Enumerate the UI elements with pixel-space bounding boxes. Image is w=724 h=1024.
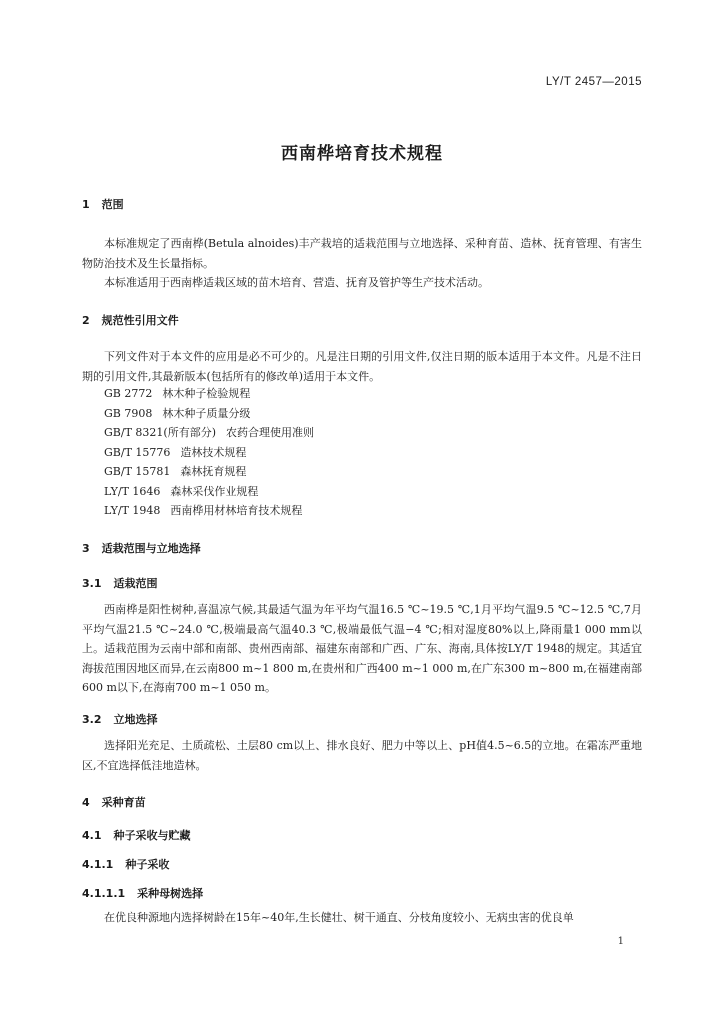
page-title: 西南桦培育技术规程 xyxy=(281,144,443,164)
section-number: 4.1.1.1 xyxy=(82,887,126,900)
section-title: 适栽范围 xyxy=(113,577,158,590)
section-3-heading xyxy=(82,540,201,556)
reference-list xyxy=(104,384,314,521)
section-3-2-heading xyxy=(82,711,158,727)
section-3-2-paragraph-1: 选择阳光充足、土质疏松、土层80 cm以上、排水良好、肥力中等以上、pH值4.5~6.5的立地。在霜冻严重地区,不宜选择低洼地造林。 xyxy=(82,739,642,772)
reference-item: GB/T 15781 森林抚育规程 xyxy=(104,465,247,478)
section-title: 种子采收与贮藏 xyxy=(113,829,191,842)
section-title: 采种母树选择 xyxy=(137,887,204,900)
section-3-1-paragraph-1: 西南桦是阳性树种,喜温凉气候,其最适气温为年平均气温16.5 ℃~19.5 ℃,1月平均气温9.5 ℃~12.5 ℃,7月平均气温21.5 ℃~24.0 ℃,极端最高气温40.3 ℃,极端最低气温−4 ℃;相对湿度80%以上,降雨量1 000 mm以上。适栽范围为云南中部和南部、贵州西南部、福建东南部和广西、广东、海南,具体按LY/T 1948的规定。其适宜海拔范围因地区而异,在云南800 m~1 800 m,在贵州和广西400 m~1 000 m,在广东300 m~800 m,在福建南部600 m以下,在海南700 m~1 050 m。 xyxy=(82,603,642,694)
section-2-paragraph-1: 下列文件对于本文件的应用是必不可少的。凡是注日期的引用文件,仅注日期的版本适用于本文件。凡是不注日期的引用文件,其最新版本(包括所有的修改单)适用于本文件。 xyxy=(82,350,642,383)
section-title: 采种育苗 xyxy=(101,796,146,809)
page-number: 1 xyxy=(617,936,624,947)
section-number: 4.1.1 xyxy=(82,858,114,871)
section-1-heading xyxy=(82,196,124,212)
section-4-1-heading xyxy=(82,827,191,843)
section-number: 3.2 xyxy=(82,713,102,726)
section-title: 种子采收 xyxy=(125,858,170,871)
section-1-paragraph-2: 本标准适用于西南桦适栽区域的苗木培育、营造、抚育及管护等生产技术活动。 xyxy=(104,276,489,289)
section-4-1-1-heading xyxy=(82,856,169,872)
reference-item: LY/T 1948 西南桦用材林培育技术规程 xyxy=(104,504,303,517)
section-title: 规范性引用文件 xyxy=(101,314,179,327)
section-number: 4.1 xyxy=(82,829,102,842)
reference-item: GB/T 15776 造林技术规程 xyxy=(104,445,247,459)
section-4-1-1-1-paragraph-1: 在优良种源地内选择树龄在15年~40年,生长健壮、树干通直、分枝角度较小、无病虫害的优良单 xyxy=(104,911,574,924)
section-3-1-heading xyxy=(82,575,158,591)
section-number: 4 xyxy=(82,796,90,809)
reference-item: GB/T 8321(所有部分) 农药合理使用准则 xyxy=(104,426,314,439)
standard-code: LY/T 2457—2015 xyxy=(545,76,642,88)
section-number: 1 xyxy=(82,198,90,211)
section-number: 2 xyxy=(82,314,90,327)
section-1-paragraph-1: 本标准规定了西南桦(Betula alnoides)丰产栽培的适栽范围与立地选择、采种育苗、造林、抚育管理、有害生物防治技术及生长量指标。 xyxy=(82,237,642,270)
section-number: 3 xyxy=(82,542,90,555)
section-title: 范围 xyxy=(101,198,124,211)
section-2-heading xyxy=(82,312,179,328)
section-4-heading xyxy=(82,794,146,810)
section-title: 适栽范围与立地选择 xyxy=(101,542,201,555)
section-title: 立地选择 xyxy=(113,713,158,726)
section-4-1-1-1-heading xyxy=(82,885,203,901)
reference-item: GB 2772 林木种子检验规程 xyxy=(104,387,251,400)
reference-item: LY/T 1646 森林采伐作业规程 xyxy=(104,484,259,498)
section-number: 3.1 xyxy=(82,577,102,590)
reference-item: GB 7908 林木种子质量分级 xyxy=(104,406,251,420)
